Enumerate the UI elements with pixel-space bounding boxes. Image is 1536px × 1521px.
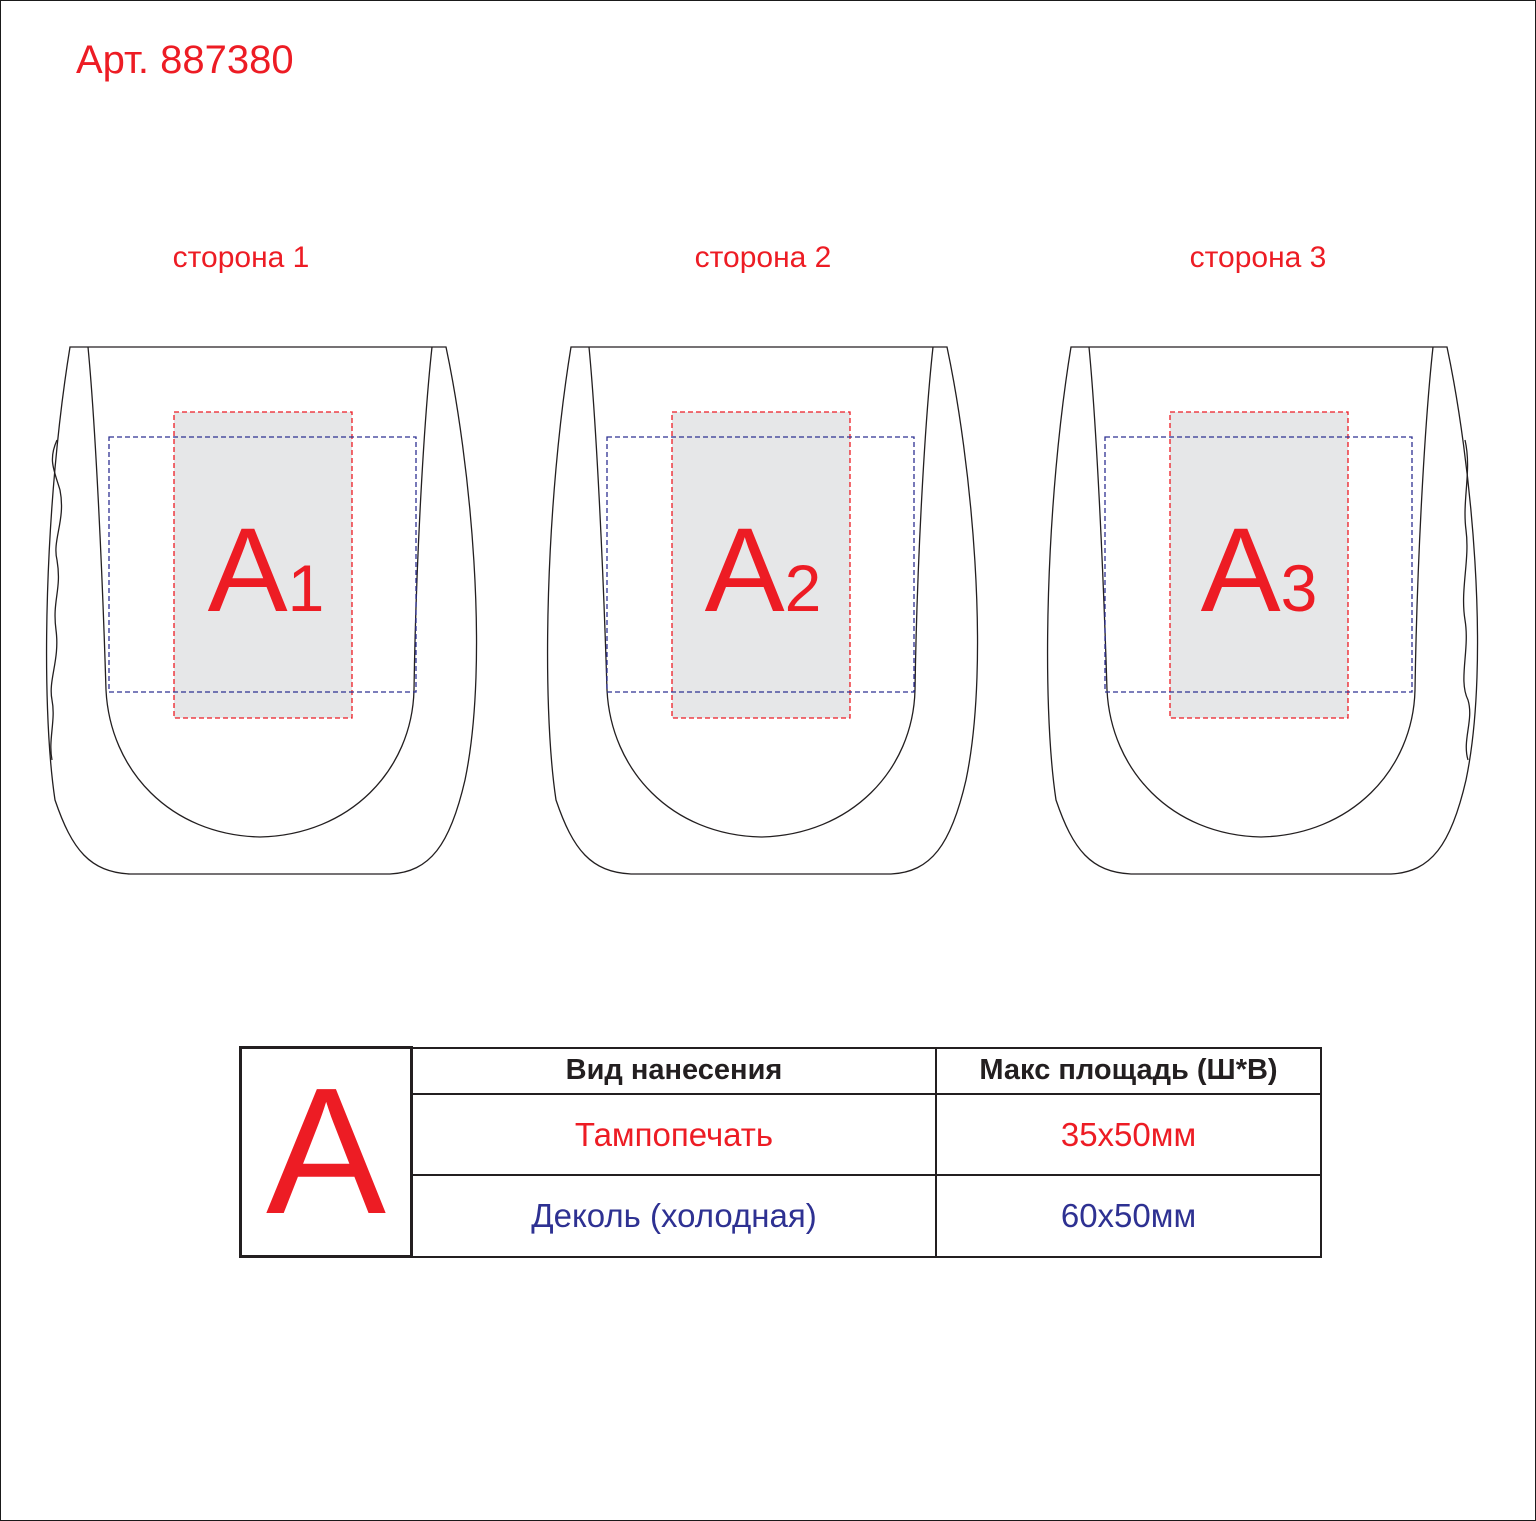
header-method: Вид нанесения (412, 1048, 937, 1095)
article-number: Арт. 887380 (76, 38, 294, 82)
side-1-label: сторона 1 (172, 241, 310, 274)
zone-label-side-2: A2 (704, 503, 822, 637)
side-2-label: сторона 2 (694, 241, 832, 274)
row-pad-print-method: Тампопечать (412, 1094, 937, 1175)
zone-label-side-3: A3 (1200, 503, 1318, 637)
row-decal-method: Деколь (холодная) (412, 1175, 937, 1256)
row-pad-print-size: 35х50мм (936, 1094, 1321, 1175)
header-max-area: Макс площадь (Ш*В) (936, 1048, 1321, 1095)
zone-letter: A (265, 1051, 387, 1252)
zone-label-side-1: A1 (207, 503, 325, 637)
application-spec-table (239, 1046, 1322, 1258)
row-decal-size: 60х50мм (936, 1175, 1321, 1256)
zone-letter-cell (241, 1048, 412, 1257)
side-3-label: сторона 3 (1189, 241, 1327, 274)
